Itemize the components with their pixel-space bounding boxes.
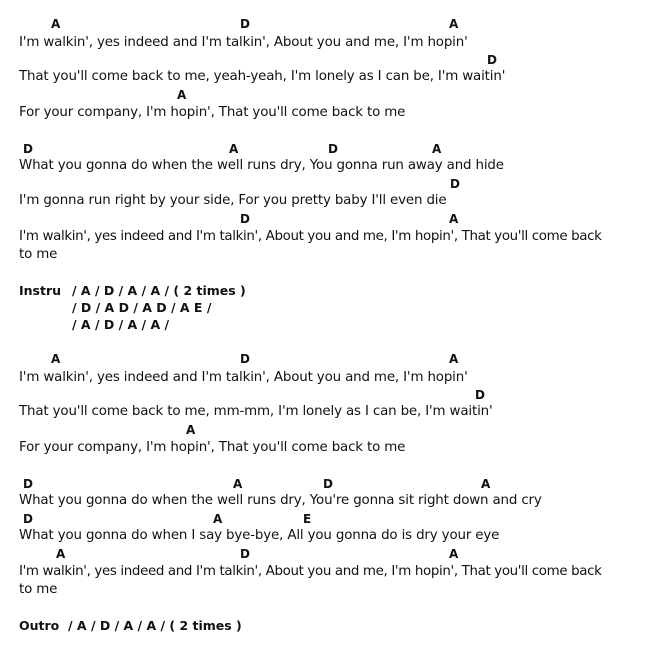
instru-label: Instru [19,283,62,298]
lyric-line: For your company, I'm hopin', That you'll come back to me [19,440,406,455]
chord: A [213,512,223,526]
outro-label: Outro [19,618,60,633]
lyric-line: I'm walkin', yes indeed and I'm talkin', About you and me, I'm hopin', That you'll come back [19,229,602,244]
chord: A [56,547,66,561]
lyric-line-continuation: to me [19,582,58,597]
chord: D [23,142,33,156]
chord: A [449,352,459,366]
chord: A [229,142,239,156]
chord: A [432,142,442,156]
lyric-line: I'm walkin', yes indeed and I'm talkin', About you and me, I'm hopin', That you'll come back [19,564,602,579]
chord: E [303,512,312,526]
lyric-line: For your company, I'm hopin', That you'll come back to me [19,105,406,120]
lyric-line-continuation: to me [19,247,58,262]
chord: A [51,17,61,31]
chord: A [177,88,187,102]
lyric-line: That you'll come back to me, yeah-yeah, I'm lonely as I can be, I'm waitin' [19,69,506,84]
chord: D [323,477,333,491]
instru-line: / A / D / A / A / ( 2 times ) [72,283,246,298]
chord: D [240,212,250,226]
chord: D [328,142,338,156]
chord: D [240,547,250,561]
lyric-line: What you gonna do when I say bye-bye, All you gonna do is dry your eye [19,528,500,543]
lyric-line: I'm walkin', yes indeed and I'm talkin', About you and me, I'm hopin' [19,370,468,385]
chord: D [240,352,250,366]
lyric-line: I'm gonna run right by your side, For you pretty baby I'll even die [19,193,447,208]
chord: D [240,17,250,31]
lyric-line: I'm walkin', yes indeed and I'm talkin', About you and me, I'm hopin' [19,35,468,50]
lyric-line: What you gonna do when the well runs dry, You gonna run away and hide [19,158,504,173]
chord: A [449,547,459,561]
instru-line: / D / A D / A D / A E / [72,300,212,315]
chord: A [233,477,243,491]
chord: D [450,177,460,191]
chord: A [481,477,491,491]
chord: A [51,352,61,366]
chord: D [23,512,33,526]
lyric-line: What you gonna do when the well runs dry, You're gonna sit right down and cry [19,493,542,508]
outro-line: / A / D / A / A / ( 2 times ) [68,618,242,633]
chord: A [449,212,459,226]
chord: D [487,53,497,67]
chord: A [186,423,196,437]
lyric-line: That you'll come back to me, mm-mm, I'm lonely as I can be, I'm waitin' [19,404,493,419]
instru-line: / A / D / A / A / [72,317,170,332]
chord: D [23,477,33,491]
chord: A [449,17,459,31]
chord: D [475,388,485,402]
